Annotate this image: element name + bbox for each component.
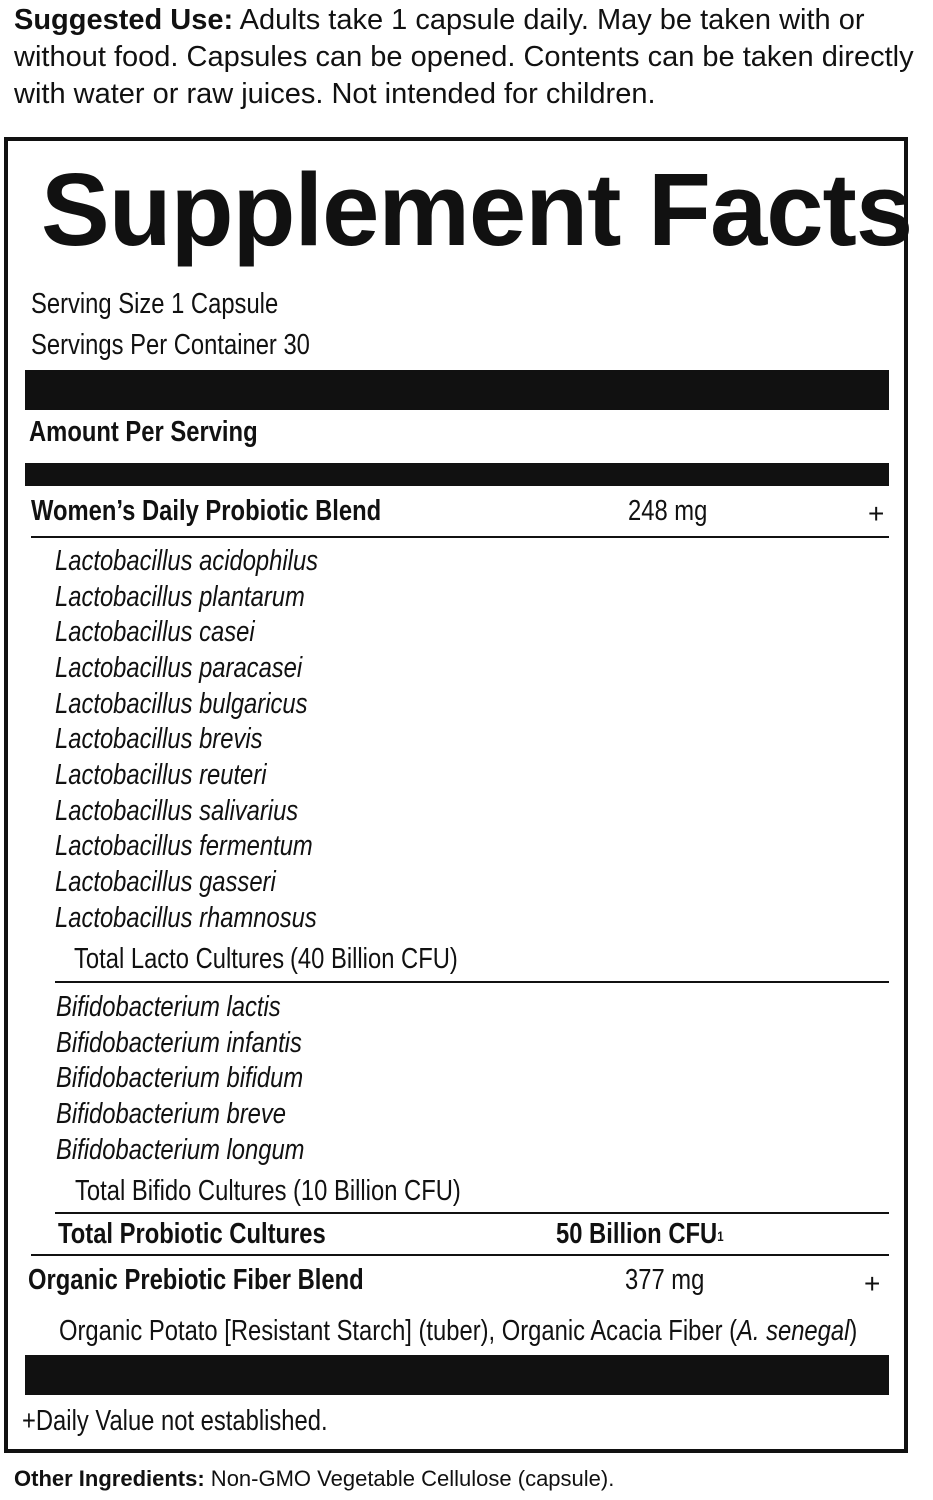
fiber-blend-ingredients: [59, 1314, 857, 1348]
thick-divider: [25, 370, 889, 410]
strain-item: Bifidobacterium bifidum: [56, 1062, 304, 1094]
strain-item: Bifidobacterium lactis: [56, 991, 281, 1023]
probiotic-blend-amount: 248 mg: [628, 495, 708, 527]
probiotic-blend-dv: +: [868, 498, 885, 529]
fiber-blend-name: Organic Prebiotic Fiber Blend: [28, 1264, 364, 1296]
fiber-ingredients-species: A. senegal: [737, 1315, 850, 1347]
strain-item: Lactobacillus paracasei: [55, 652, 303, 684]
suggested-use-label: Suggested Use:: [14, 4, 234, 36]
probiotic-blend-name: Women’s Daily Probiotic Blend: [31, 495, 382, 527]
strain-item: Lactobacillus bulgaricus: [55, 688, 308, 720]
row-divider: [31, 1254, 889, 1256]
strain-item: Lactobacillus salivarius: [55, 795, 299, 827]
strain-item: Lactobacillus rhamnosus: [55, 902, 317, 934]
total-lacto-value: (40 Billion CFU): [290, 943, 458, 975]
fiber-blend-dv: +: [864, 1268, 881, 1299]
fiber-ingredients-close: ): [849, 1315, 858, 1347]
total-lacto-label: Total Lacto Cultures: [74, 943, 285, 975]
total-probiotic-amount: 50 Billion CFU: [556, 1218, 718, 1250]
strain-item: Lactobacillus brevis: [55, 723, 263, 755]
strain-item: Lactobacillus reuteri: [55, 759, 267, 791]
other-ingredients-text: Non-GMO Vegetable Cellulose (capsule).: [204, 1466, 615, 1491]
suggested-use: [14, 2, 929, 113]
other-ingredients-label: Other Ingredients:: [14, 1466, 205, 1491]
strain-item: Lactobacillus casei: [55, 616, 255, 648]
total-probiotic-value: [556, 1217, 724, 1251]
total-bifido-label: Total Bifido Cultures: [75, 1175, 287, 1207]
suggested-use-text: Adults take 1 capsule daily. May be taken with or without food. Capsules can be opened. Contents can be taken directly with water or raw juices. Not intended for children.: [14, 4, 914, 110]
fiber-ingredients-text: Organic Potato [Resistant Starch] (tuber), Organic Acacia Fiber (: [59, 1315, 738, 1347]
row-divider: [55, 981, 889, 983]
row-divider: [31, 536, 889, 538]
dv-note-text: Daily Value not established.: [35, 1405, 328, 1437]
total-bifido-value: (10 Billion CFU): [293, 1175, 461, 1207]
servings-per-container: Servings Per Container 30: [31, 329, 310, 361]
total-probiotic-label: Total Probiotic Cultures: [58, 1218, 326, 1250]
row-divider: [55, 1212, 889, 1214]
strain-item: Lactobacillus fermentum: [55, 830, 313, 862]
strain-item: Lactobacillus gasseri: [55, 866, 276, 898]
medium-divider: [25, 463, 889, 486]
strain-item: Bifidobacterium breve: [56, 1098, 286, 1130]
serving-size: Serving Size 1 Capsule: [31, 288, 279, 320]
other-ingredients: [14, 1465, 614, 1493]
strain-item: Bifidobacterium infantis: [56, 1027, 302, 1059]
strain-item: Bifidobacterium longum: [56, 1134, 305, 1166]
dv-note-symbol: +: [22, 1405, 36, 1437]
strain-item: Lactobacillus plantarum: [55, 581, 305, 613]
strain-item: Lactobacillus acidophilus: [55, 545, 319, 577]
facts-title: Supplement Facts: [41, 152, 913, 267]
amount-per-serving: Amount Per Serving: [29, 416, 258, 448]
thick-divider-bottom: [25, 1355, 889, 1395]
fiber-blend-amount: 377 mg: [625, 1264, 705, 1296]
footnote-marker: 1: [717, 1228, 724, 1244]
dv-note: [22, 1404, 328, 1438]
